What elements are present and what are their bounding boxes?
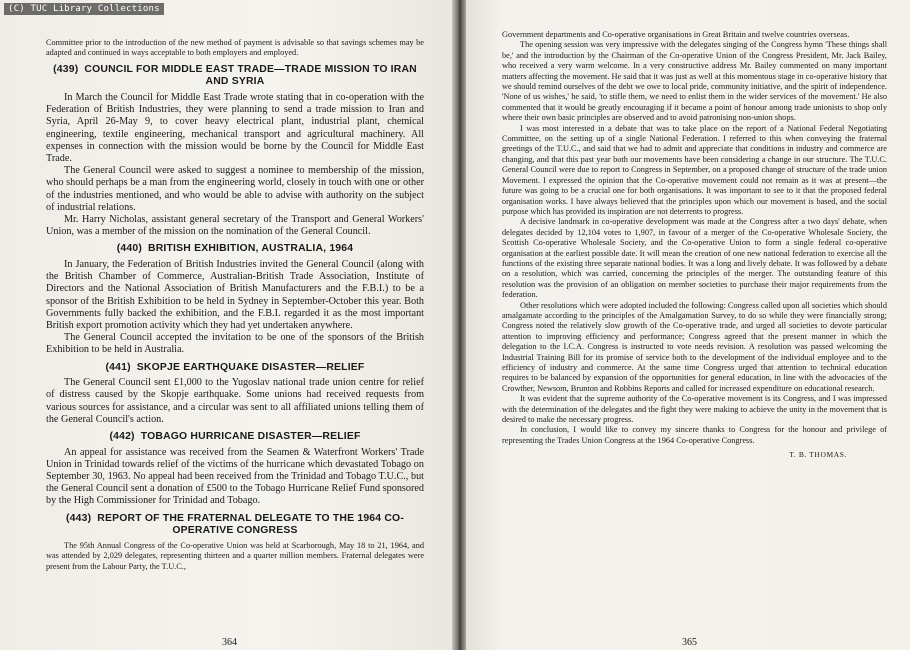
paragraph: In January, the Federation of British Industries invited the General Council (along with the British Chamber of Commerce, Australian-British Trade Association, Institute of Directors and the National Association of British Manufacturers and the F.B.I.) to be a sponsor of the British Exhibition to be held in Sydney in September-October this year. Both Governments fully backed the exhibition, and the F.B.I. regarded it as the most important British export promotion activity which they had yet undertaken anywhere. (46, 259, 424, 332)
page-number: 364 (222, 637, 237, 648)
paragraph: Other resolutions which were adopted included the following: Congress called upon all societies which should amalgamate according to the principles of the Amalgamation Survey, to do so while they were financially strong; Congress noted the relatively slow growth of the Co-operative trade, and urged all societies to devote particular attention to improving efficiency and performance; Congress agreed that the present manner in which the delegation to the I.C.A. Congress is instructed to vote needs revision. A resolution was passed welcoming the Industrial Training Bill for its promise of service both to the development of the individual employee and to the efficiency of industry and commerce. At the same time Congress urged that attention to technical education requires to be balanced by expansion of the opportunities for general education, in line with the advocacies of the Crowther, Newsom, Brunton and Robbins Reports and called for increased expenditure on educational research. (502, 300, 887, 393)
paragraph: The General Council were asked to suggest a nominee to membership of the mission, who should perhaps be a man from the engineering world, closely in touch with one or other of the industries mentioned, and who would be able to advise with authority on the subject of industrial relations. (46, 165, 424, 213)
copyright-watermark: (C) TUC Library Collections (4, 3, 164, 15)
section-442-heading (46, 431, 424, 444)
section-number: (443) (66, 512, 92, 524)
section-title: TOBAGO HURRICANE DISASTER—RELIEF (140, 431, 361, 443)
section-number: (439) (53, 63, 79, 75)
paragraph: The General Council accepted the invitation to be one of the sponsors of the British Exhibition to be held in Australia. (46, 332, 424, 356)
section-number: (441) (105, 361, 131, 373)
section-title: COUNCIL FOR MIDDLE EAST TRADE—TRADE MISSION TO IRAN AND SYRIA (84, 63, 417, 88)
section-443-heading (46, 513, 424, 538)
paragraph: I was most interested in a debate that was to take place on the report of a National Federal Negotiating Committee, on the setting up of a single National Federation. I referred to this when conveying the fraternal greetings of the T.U.C., and said that we had to admit and appreciate that conditions in industry and commerce are changing, and that this past year both our movements have been considering a change in our structure. The T.U.C. General Council were due to report to Congress in September, on a proposed change of structure of the trade union Movement. I expressed the opinion that the Co-operative movement could not remain as it was at present—the future was going to be a crucial one for both organisations. It was important to see to it that the proposed federal organisation works. I have always believed that the principles upon which our movement is based, and the social purpose which has provided its inspiration are not deterrents to progress. (502, 123, 887, 216)
left-column (46, 38, 424, 572)
right-page (466, 0, 910, 650)
section-439-heading (46, 64, 424, 89)
section-number: (440) (116, 243, 143, 255)
book-gutter (452, 0, 466, 650)
paragraph: The opening session was very impressive with the delegates singing of the Congress hymn 'These things shall be,' and the introduction by the Chairman of the Co-operative Union of the Congress President, Mr. Jack Bailey, who received a very warm welcome. In a very constructive address Mr. Bailey commented on many important matters affecting the movement. He said that it was just as well at this momentous stage in co-operative history that we should remind ourselves of the debt we owe to local pride, community initiative, and the spirit of independence. 'None of us wishes,' he said, 'to stifle them, we need to enlist them in the wider services of the movement.' He also commented that it would be greatly encouraging if it became a point of honour among trade unionists to shop only where their own basic principles are observed and to avoid patronising non-union shops. (502, 40, 887, 123)
paragraph: It was evident that the supreme authority of the Co-operative movement is its Congress, and I was impressed with the determination of the delegates and the fight they were making to achieve the unity in the movement that is desired to make the necessary progress. (502, 394, 887, 425)
paragraph: In March the Council for Middle East Trade wrote stating that in co-operation with the Federation of British Industries, they were planning to send a trade mission to Iran and Syria, April 26-May 9, to cover heavy electrical plant, industrial plant, chemical engineering, textile engineering, mechanical transport and agricultural machinery. All expenses in connection with the mission would be borne by the Council for Middle East Trade. (46, 92, 424, 165)
paragraph: Mr. Harry Nicholas, assistant general secretary of the Transport and General Workers' Union, was a member of the mission on the nomination of the General Council. (46, 214, 424, 238)
section-title: REPORT OF THE FRATERNAL DELEGATE TO THE 1964 CO-OPERATIVE CONGRESS (97, 512, 404, 537)
section-440-heading (46, 243, 424, 256)
intro-paragraph: Committee prior to the introduction of the new method of payment is advisable so that savings schemes may be adapted and continued in ways acceptable to both employers and employed. (46, 38, 424, 58)
left-page (0, 0, 452, 650)
signature: T. B. THOMAS. (789, 450, 847, 460)
paragraph: A decisive landmark in co-operative development was made at the Congress after a two days' debate, when delegates decided by 12,104 votes to 1,907, in favour of a merger of the Co-operative Wholesale Society, the Scottish Co-operative Wholesale Society, and the Co-operative Union to form a single federal co-operative organisation at the earliest possible date. It will mean the creation of one new national federation to exercise all the functions of the existing three separate national bodies. It was a long and lively debate. It was followed by a debate on a resolution, which was carried, concerning the principles of the merger. The outstanding feature of this resolution was the provision of an obligation on member societies to purchase their major requirements from the federation. (502, 217, 887, 300)
section-number: (442) (109, 431, 135, 443)
page-number: 365 (682, 637, 697, 648)
section-title: SKOPJE EARTHQUAKE DISASTER—RELIEF (136, 361, 365, 373)
section-title: BRITISH EXHIBITION, AUSTRALIA, 1964 (148, 243, 354, 255)
paragraph: An appeal for assistance was received from the Seamen & Waterfront Workers' Trade Union in Trinidad towards relief of the victims of the hurricane which devastated Tobago on September 30, 1963. No appeal had been received from the Trinidad and Tobago T.U.C., but the General Council sent a donation of £500 to the Tobago Hurricane Relief Fund sponsored by the High Commissioner for Trinidad and Tobago. (46, 446, 424, 507)
continuation-paragraph: Government departments and Co-operative organisations in Great Britain and twelve countries overseas. (502, 30, 850, 39)
section-441-heading (46, 362, 424, 375)
right-column (502, 30, 887, 459)
paragraph: In conclusion, I would like to convey my sincere thanks to Congress for the honour and privilege of representing the Trades Union Congress at the 1964 Co-operative Congress. (502, 425, 887, 445)
paragraph: The General Council sent £1,000 to the Yugoslav national trade union centre for relief of distress caused by the Skopje earthquake. Some unions had received requests from various sources for assistance, and a circular was sent to all affiliated unions telling them of the General Council's action. (46, 377, 424, 425)
paragraph: The 95th Annual Congress of the Co-operative Union was held at Scarborough, May 18 to 21, 1964, and was attended by 2,029 delegates, representing thirteen and a quarter million members. Fraternal delegates were present from the Labour Party, the T.U.C., (46, 540, 424, 571)
